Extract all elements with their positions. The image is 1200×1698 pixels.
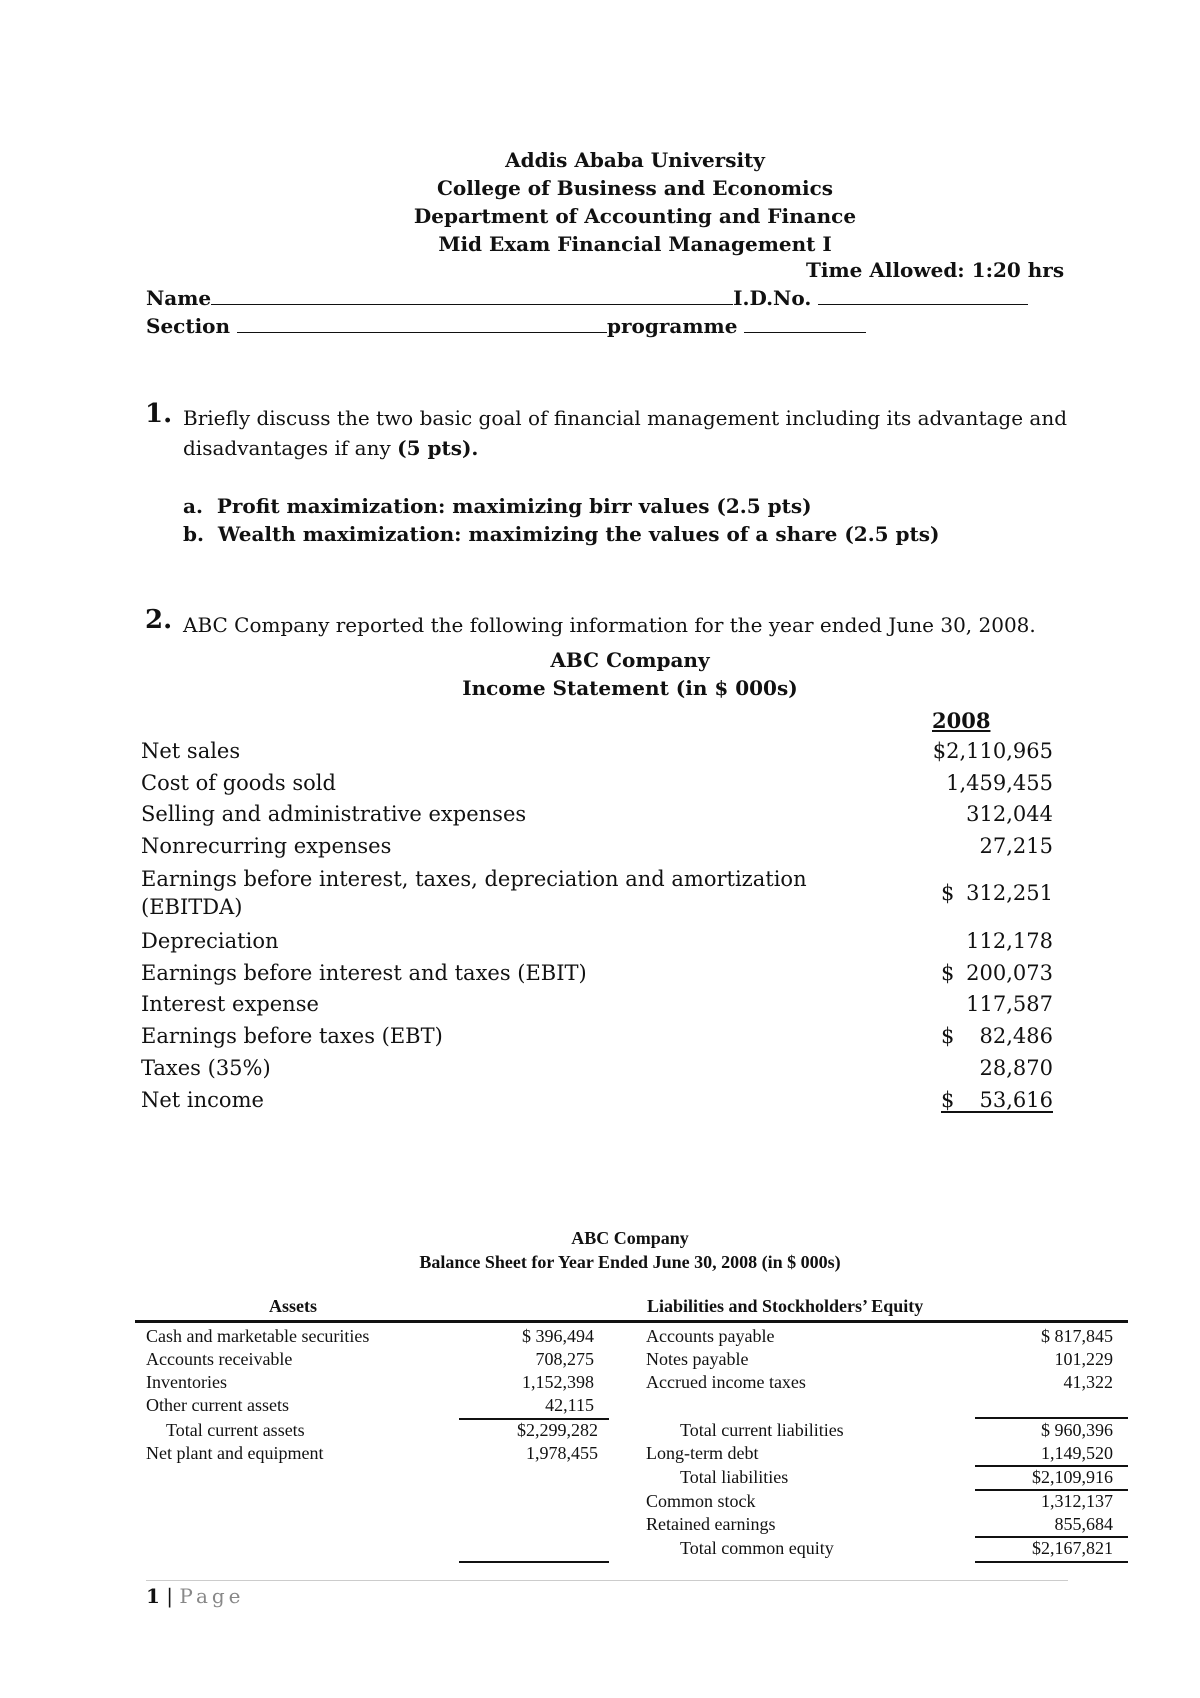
liability-row <box>646 1348 1113 1371</box>
name-field-row <box>146 286 1028 310</box>
q1-points: (5 pts). <box>397 436 479 460</box>
total-assets-rule <box>459 1561 609 1563</box>
bs-title: Balance Sheet for Year Ended June 30, 2008 (in $ 000s) <box>419 1252 841 1272</box>
is-currency: $ <box>941 1024 955 1048</box>
is-label: Earnings before interest, taxes, depreciation and amortization <box>141 867 807 891</box>
bs-company: ABC Company <box>571 1228 689 1248</box>
name-blank[interactable] <box>211 286 733 305</box>
q1-a-text: Profit maximization: maximizing birr values (2.5 pts) <box>216 494 812 518</box>
is-value: 28,870 <box>979 1056 1053 1080</box>
asset-label: Other current assets <box>146 1395 289 1415</box>
is-title: Income Statement (in $ 000s) <box>462 676 798 700</box>
q1-text-cont: disadvantages if any <box>183 436 391 460</box>
is-row <box>141 866 1053 922</box>
liability-label: Notes payable <box>646 1349 749 1369</box>
programme-label: programme <box>607 314 738 338</box>
q2-number: 2. <box>145 605 173 635</box>
liability-row-total <box>646 1466 1113 1489</box>
is-currency: $ <box>941 961 955 985</box>
liabilities-header: Liabilities and Stockholders’ Equity <box>647 1296 924 1316</box>
liability-value: 1,312,137 <box>1041 1491 1113 1511</box>
liability-value: 855,684 <box>1054 1514 1113 1534</box>
is-label: Net income <box>141 1088 264 1112</box>
university-name: Addis Ababa University <box>505 148 765 172</box>
asset-label: Accounts receivable <box>146 1349 293 1369</box>
q1-text-line2 <box>183 436 478 460</box>
income-statement-heading <box>0 646 1200 702</box>
is-value: 117,587 <box>966 992 1053 1016</box>
asset-row <box>146 1325 594 1348</box>
liability-row <box>646 1371 1113 1394</box>
department-name: Department of Accounting and Finance <box>413 204 857 228</box>
q1-b-marker: b. <box>183 522 204 546</box>
liability-row-total <box>646 1419 1113 1442</box>
assets-header: Assets <box>269 1296 317 1316</box>
is-label: Taxes (35%) <box>141 1056 271 1080</box>
id-label: I.D.No. <box>733 286 812 310</box>
is-value: $2,110,965 <box>932 739 1053 763</box>
footer-separator: | <box>166 1584 174 1608</box>
asset-value: 42,115 <box>545 1395 594 1415</box>
balance-sheet-heading <box>0 1226 1200 1274</box>
liability-label: Total current liabilities <box>680 1420 844 1440</box>
liability-label: Long-term debt <box>646 1443 759 1463</box>
is-currency: $ <box>941 1088 955 1112</box>
asset-value: $2,299,282 <box>517 1420 598 1440</box>
liability-value: 1,149,520 <box>1041 1443 1113 1463</box>
page-footer <box>146 1584 245 1608</box>
liability-row <box>646 1490 1113 1513</box>
asset-value: 1,978,455 <box>526 1443 598 1463</box>
is-currency: $ <box>941 881 955 905</box>
asset-row <box>146 1394 594 1417</box>
q1-option-b <box>183 522 939 546</box>
liability-label: Accounts payable <box>646 1326 775 1346</box>
page-word: Page <box>179 1584 245 1608</box>
id-blank[interactable] <box>818 286 1028 305</box>
is-value: 312,044 <box>966 802 1053 826</box>
is-label: Interest expense <box>141 992 319 1016</box>
asset-row <box>146 1371 594 1394</box>
exam-header <box>0 146 1200 258</box>
liability-value: $ 960,396 <box>1041 1420 1113 1440</box>
page-number: 1 <box>146 1584 160 1608</box>
is-label: Depreciation <box>141 929 279 953</box>
is-value: 1,459,455 <box>946 771 1053 795</box>
is-value: 112,178 <box>966 929 1053 953</box>
section-field-row <box>146 314 866 338</box>
exam-title: Mid Exam Financial Management I <box>438 232 832 256</box>
asset-value: 708,275 <box>535 1349 594 1369</box>
liability-label: Accrued income taxes <box>646 1372 806 1392</box>
liability-row <box>646 1442 1113 1465</box>
liability-value: 101,229 <box>1054 1349 1113 1369</box>
q1-number: 1. <box>145 399 173 429</box>
is-label: Cost of goods sold <box>141 771 336 795</box>
is-value: 27,215 <box>979 834 1053 858</box>
q2-text: ABC Company reported the following information for the year ended June 30, 2008. <box>183 613 1036 637</box>
asset-label: Net plant and equipment <box>146 1443 324 1463</box>
liability-row <box>646 1513 1113 1536</box>
liability-row-total <box>646 1537 1113 1560</box>
footer-rule <box>146 1580 1068 1581</box>
is-label: Net sales <box>141 739 241 763</box>
total-equity-rule <box>975 1561 1128 1563</box>
is-company: ABC Company <box>550 648 710 672</box>
q1-a-marker: a. <box>183 494 203 518</box>
liability-value: $2,109,916 <box>1032 1467 1113 1487</box>
name-label: Name <box>146 286 212 310</box>
liability-label: Common stock <box>646 1491 756 1511</box>
q1-text-line1: Briefly discuss the two basic goal of financial management including its advantage and <box>183 406 1068 430</box>
liability-value: $ 817,845 <box>1041 1326 1113 1346</box>
time-allowed: Time Allowed: 1:20 hrs <box>806 258 1065 282</box>
asset-label: Inventories <box>146 1372 227 1392</box>
is-label: Earnings before interest and taxes (EBIT) <box>141 961 587 985</box>
asset-value: 1,152,398 <box>522 1372 594 1392</box>
programme-blank[interactable] <box>744 314 866 333</box>
is-label: Earnings before taxes (EBT) <box>141 1024 443 1048</box>
section-label: Section <box>146 314 231 338</box>
liability-value: $2,167,821 <box>1032 1538 1113 1558</box>
asset-label: Total current assets <box>166 1420 305 1440</box>
asset-row <box>146 1442 598 1465</box>
is-label: Nonrecurring expenses <box>141 834 392 858</box>
liability-label: Total common equity <box>680 1538 834 1558</box>
liability-label: Retained earnings <box>646 1514 776 1534</box>
bs-header-rule <box>135 1320 1128 1323</box>
is-label-cont: (EBITDA) <box>141 895 243 919</box>
liability-value: 41,322 <box>1063 1372 1113 1392</box>
college-name: College of Business and Economics <box>436 176 834 200</box>
is-label: Selling and administrative expenses <box>141 802 527 826</box>
asset-value: $ 396,494 <box>522 1326 594 1346</box>
is-value: 53,616 <box>979 1088 1053 1112</box>
asset-label: Cash and marketable securities <box>146 1326 370 1346</box>
is-value: 200,073 <box>966 961 1053 985</box>
q1-option-a <box>183 494 812 518</box>
liability-row <box>646 1325 1113 1348</box>
q1-b-text: Wealth maximization: maximizing the values of a share (2.5 pts) <box>217 522 940 546</box>
is-value: 82,486 <box>979 1024 1053 1048</box>
section-blank[interactable] <box>237 314 607 333</box>
asset-row-total <box>146 1419 598 1442</box>
is-year-header: 2008 <box>932 708 991 733</box>
asset-row <box>146 1348 594 1371</box>
liability-label: Total liabilities <box>680 1467 789 1487</box>
is-value: 312,251 <box>966 881 1053 905</box>
